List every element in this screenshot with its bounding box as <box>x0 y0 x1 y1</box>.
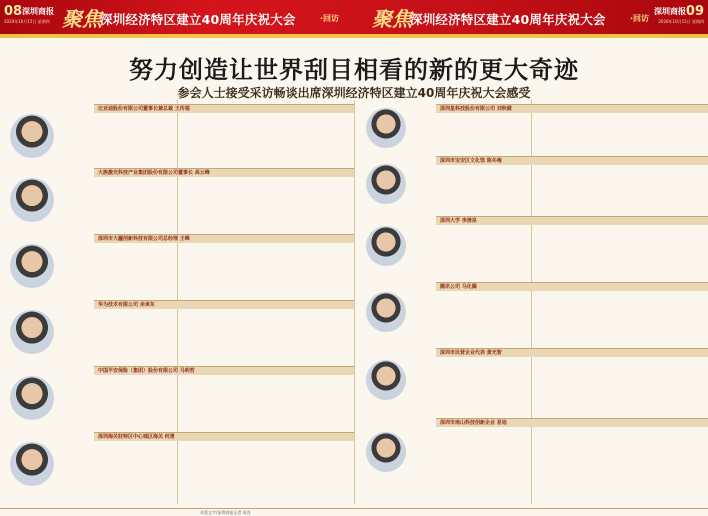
right-page-number: 09 <box>685 4 704 19</box>
article-10 <box>436 282 708 344</box>
left-banner-subtitle: ·回访 <box>320 14 340 23</box>
left-paper-name: 深圳商报 <box>22 7 54 16</box>
article-title: 深圳海关驻特区中心城区海关 何勇 <box>94 432 354 441</box>
right-paper-name: 深圳商报 <box>654 7 686 16</box>
portrait-photo <box>366 226 406 266</box>
article-title: 深圳市南山科技创新企业 易旭 <box>436 418 708 427</box>
top-banner <box>0 0 708 38</box>
banner-gold-stripe <box>0 34 708 38</box>
sub-headline: 参会人士接受采访畅谈出席深圳经济特区建立40周年庆祝大会感受 <box>177 86 531 100</box>
right-ju-logo: 聚焦 <box>372 7 412 31</box>
banner-right <box>354 0 708 38</box>
main-headline: 努力创造让世界刮目相看的新的更大奇迹 <box>129 56 579 84</box>
portrait-photo <box>10 178 54 222</box>
article-title: 腾讯公司 马化腾 <box>436 282 708 291</box>
article-title: 中国平安保险（集团）股份有限公司 马明哲 <box>94 366 354 375</box>
left-ju-logo: 聚焦 <box>62 7 102 31</box>
article-title: 深圳市宝安区文化馆 陈冬梅 <box>436 156 708 165</box>
portrait-photo <box>10 114 54 158</box>
portrait-photo <box>10 442 54 486</box>
portrait-photo <box>366 164 406 204</box>
right-banner-subtitle: ·回访 <box>630 14 650 23</box>
article-6 <box>94 432 354 504</box>
right-banner-title: 深圳经济特区建立40周年庆祝大会 <box>410 12 606 27</box>
article-title: 深圳市大疆创新科技有限公司总经理 王峰 <box>94 234 354 243</box>
page-footer <box>0 508 708 516</box>
left-page-number: 08 <box>4 4 23 19</box>
article-5 <box>94 366 354 428</box>
portrait-photo <box>10 244 54 288</box>
column-divider <box>354 100 355 504</box>
article-1 <box>94 104 354 166</box>
article-title: 比亚迪股份有限公司董事长兼总裁 王传福 <box>94 104 354 113</box>
article-8 <box>436 156 708 212</box>
banner-left <box>0 0 354 38</box>
portrait-photo <box>366 432 406 472</box>
portrait-photo <box>10 376 54 420</box>
article-title: 深圳大学 李清泉 <box>436 216 708 225</box>
right-date: 2020年10月15日 星期四 <box>658 19 704 24</box>
article-12 <box>436 418 708 504</box>
article-2 <box>94 168 354 230</box>
portrait-photo <box>10 310 54 354</box>
article-7 <box>436 104 708 152</box>
article-title: 深圳市民营企业代表 黄光智 <box>436 348 708 357</box>
article-4 <box>94 300 354 362</box>
article-3 <box>94 234 354 296</box>
portrait-photo <box>366 360 406 400</box>
article-title: 深圳星科技股份有限公司 刘秋健 <box>436 104 708 113</box>
footer-credit: 本版文字/深圳商报记者 周良 <box>200 510 251 515</box>
portrait-photo <box>366 108 406 148</box>
left-banner-title: 深圳经济特区建立40周年庆祝大会 <box>100 12 296 27</box>
article-title: 大族激光科技产业集团股份有限公司董事长 高云峰 <box>94 168 354 177</box>
article-9 <box>436 216 708 278</box>
left-date: 2020年10月15日 星期四 <box>4 19 50 24</box>
portrait-photo <box>366 292 406 332</box>
article-title: 华为技术有限公司 余承东 <box>94 300 354 309</box>
article-11 <box>436 348 708 414</box>
